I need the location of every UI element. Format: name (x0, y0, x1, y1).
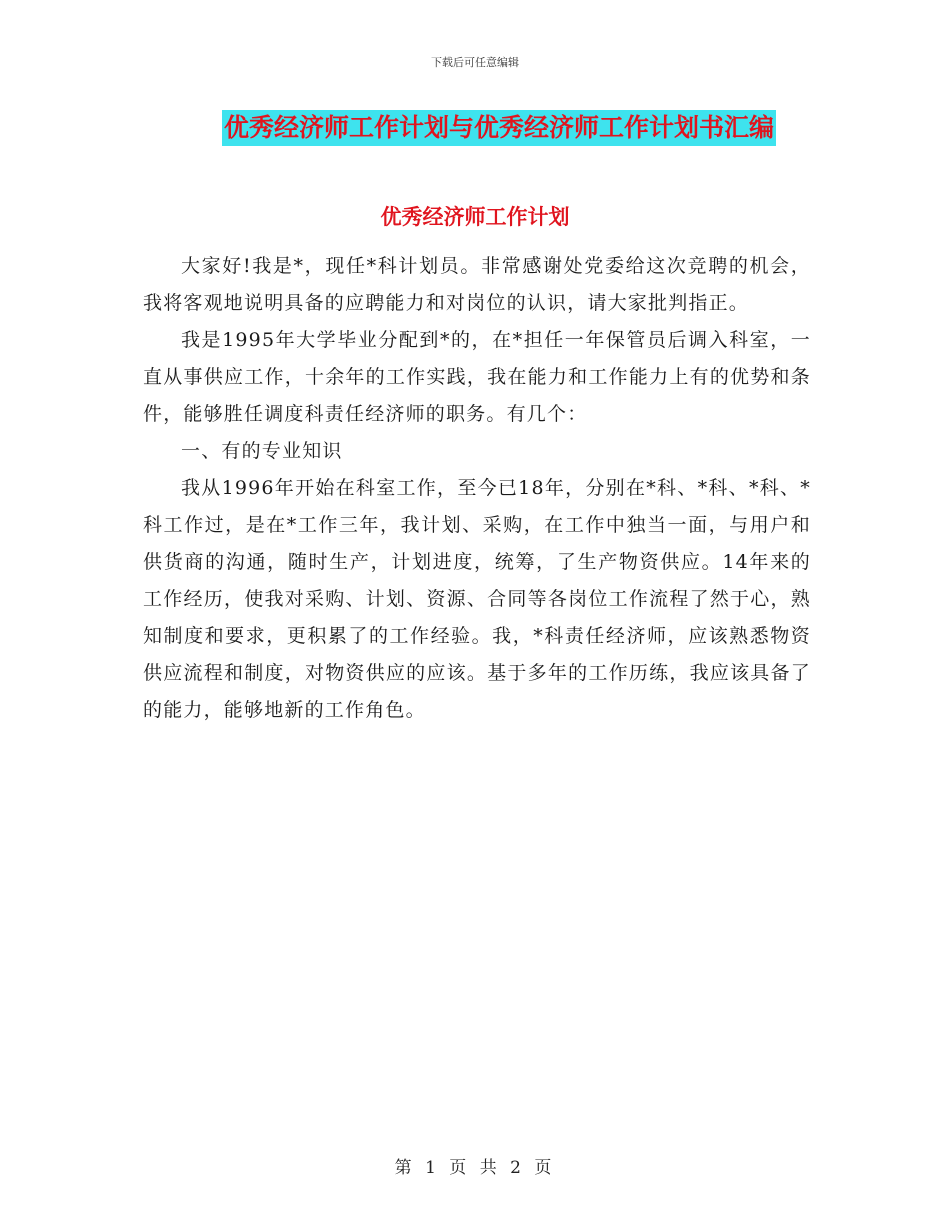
header-note: 下载后可任意编辑 (431, 56, 519, 69)
document-body (143, 248, 811, 729)
paragraph-heading-1: 一、有的专业知识 (181, 440, 343, 462)
paragraph-experience: 我从1996年开始在科室工作，至今已18年，分别在*科、*科、*科、*科工作过，是在*工作三年，我计划、采购，在工作中独当一面，与用户和供货商的沟通，随时生产，计划进度，统筹，了生产物资供应。14年来的工作经历，使我对采购、计划、资源、合同等各岗位工作流程了然于心，熟知制度和要求，更积累了的工作经验。我，*科责任经济师，应该熟悉物资供应流程和制度，对物资供应的应该。基于多年的工作历练，我应该具备了的能力，能够地新的工作角色。 (143, 477, 811, 721)
paragraph-intro: 大家好!我是*，现任*科计划员。非常感谢处党委给这次竞聘的机会，我将客观地说明具备的应聘能力和对岗位的认识，请大家批判指正。 (143, 255, 811, 314)
document-title: 优秀经济师工作计划与优秀经济师工作计划书汇编 (222, 110, 776, 146)
section-title: 优秀经济师工作计划 (380, 204, 570, 229)
document-title-container (0, 110, 950, 146)
page-number: 第 1 页 共 2 页 (394, 1158, 556, 1178)
paragraph-background: 我是1995年大学毕业分配到*的，在*担任一年保管员后调入科室，一直从事供应工作，十余年的工作实践，我在能力和工作能力上有的优势和条件，能够胜任调度科责任经济师的职务。有几个： (143, 329, 811, 425)
